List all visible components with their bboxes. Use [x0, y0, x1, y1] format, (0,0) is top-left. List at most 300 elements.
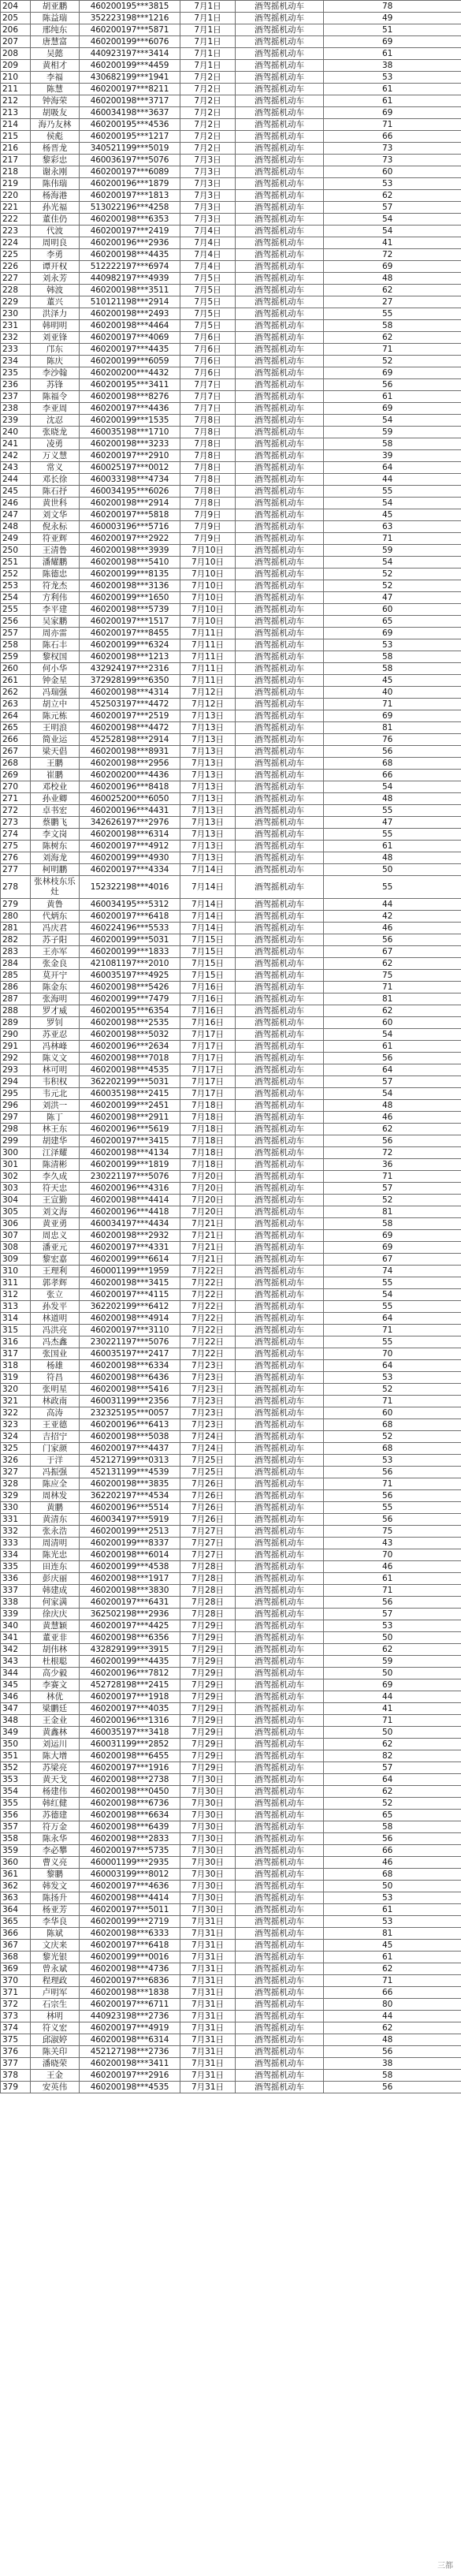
person-name: 刘洪一: [31, 1100, 80, 1112]
score-value: 70: [324, 1348, 461, 1360]
id-number: 460200198***2956: [80, 758, 180, 770]
person-name: 杜根聪: [31, 1656, 80, 1668]
score-value: 55: [324, 1502, 461, 1514]
score-value: 81: [324, 1206, 461, 1218]
person-name: 安英伟: [31, 2082, 80, 2093]
record-date: 7月23日: [180, 1384, 236, 1396]
violation-type: 酒驾摇机动车: [236, 48, 324, 60]
table-row: [1, 1100, 461, 1112]
record-date: 7月27日: [180, 1526, 236, 1538]
person-name: 符万金: [31, 1821, 80, 1833]
table-row: [1, 521, 461, 533]
row-number: 243: [1, 462, 31, 474]
table-row: [1, 509, 461, 521]
row-number: 242: [1, 450, 31, 462]
person-name: 陈斌: [31, 1928, 80, 1940]
score-value: 47: [324, 592, 461, 604]
record-date: 7月5日: [180, 320, 236, 332]
violation-type: 酒驾摇机动车: [236, 1904, 324, 1916]
score-value: 71: [324, 344, 461, 356]
score-value: 58: [324, 320, 461, 332]
id-number: 460200196***1879: [80, 178, 180, 190]
table-row: [1, 1360, 461, 1372]
record-date: 7月15日: [180, 958, 236, 970]
score-value: 58: [324, 2070, 461, 2082]
row-number: 245: [1, 486, 31, 498]
record-date: 7月13日: [180, 829, 236, 841]
table-row: [1, 438, 461, 450]
violation-type: 酒驾摇机动车: [236, 1467, 324, 1478]
id-number: 460200198***6439: [80, 1821, 180, 1833]
row-number: 206: [1, 24, 31, 36]
table-row: [1, 1656, 461, 1668]
score-value: 41: [324, 1703, 461, 1715]
record-date: 7月23日: [180, 1360, 236, 1372]
table-row: [1, 237, 461, 249]
person-name: 吴懿: [31, 48, 80, 60]
score-value: 55: [324, 829, 461, 841]
table-row: [1, 604, 461, 616]
id-number: 460200198***6356: [80, 1632, 180, 1644]
id-number: 460036197***5076: [80, 155, 180, 166]
record-date: 7月21日: [180, 1218, 236, 1230]
score-value: 68: [324, 1419, 461, 1431]
score-value: 52: [324, 580, 461, 592]
score-value: 52: [324, 569, 461, 580]
person-name: 韩红健: [31, 1798, 80, 1810]
id-number: 460200195***4536: [80, 119, 180, 131]
record-date: 7月30日: [180, 1845, 236, 1857]
id-number: 460200199***2513: [80, 1526, 180, 1538]
id-number: 460200196***4316: [80, 1183, 180, 1195]
record-date: 7月2日: [180, 143, 236, 155]
violation-type: 酒驾摇机动车: [236, 1372, 324, 1384]
violation-type: 酒驾摇机动车: [236, 273, 324, 285]
score-value: 44: [324, 1691, 461, 1703]
row-number: 372: [1, 1999, 31, 2011]
person-name: 杨海港: [31, 190, 80, 202]
row-number: 349: [1, 1727, 31, 1739]
record-date: 7月31日: [180, 2082, 236, 2093]
table-row: [1, 1609, 461, 1620]
score-value: 57: [324, 202, 461, 214]
row-number: 229: [1, 296, 31, 308]
id-number: 460200199***8337: [80, 1538, 180, 1549]
row-number: 305: [1, 1206, 31, 1218]
id-number: 460200198***8931: [80, 746, 180, 758]
person-name: 李必攀: [31, 1845, 80, 1857]
row-number: 323: [1, 1419, 31, 1431]
row-number: 306: [1, 1218, 31, 1230]
table-row: [1, 993, 461, 1005]
person-name: 张海明: [31, 993, 80, 1005]
person-name: 王亚德: [31, 1419, 80, 1431]
row-number: 338: [1, 1597, 31, 1609]
row-number: 267: [1, 746, 31, 758]
record-date: 7月25日: [180, 1455, 236, 1467]
table-row: [1, 1206, 461, 1218]
table-row: [1, 107, 461, 119]
record-date: 7月13日: [180, 852, 236, 864]
record-date: 7月21日: [180, 1254, 236, 1266]
person-name: 刘亚锋: [31, 332, 80, 344]
row-number: 241: [1, 438, 31, 450]
record-date: 7月13日: [180, 758, 236, 770]
row-number: 343: [1, 1656, 31, 1668]
row-number: 359: [1, 1845, 31, 1857]
record-date: 7月8日: [180, 462, 236, 474]
score-value: 52: [324, 356, 461, 367]
record-date: 7月13日: [180, 781, 236, 793]
score-value: 71: [324, 533, 461, 545]
score-value: 65: [324, 616, 461, 628]
violation-type: 酒驾摇机动车: [236, 1407, 324, 1419]
person-name: 韦积权: [31, 1076, 80, 1088]
person-name: 董佳仍: [31, 214, 80, 226]
id-number: 460200198***4314: [80, 687, 180, 699]
row-number: 367: [1, 1940, 31, 1952]
table-row: [1, 1218, 461, 1230]
person-name: 胡立中: [31, 699, 80, 710]
violation-type: 酒驾摇机动车: [236, 95, 324, 107]
table-row: [1, 569, 461, 580]
score-value: 41: [324, 237, 461, 249]
score-value: 56: [324, 1490, 461, 1502]
row-number: 336: [1, 1573, 31, 1585]
violation-type: 酒驾摇机动车: [236, 2011, 324, 2022]
score-value: 61: [324, 48, 461, 60]
id-number: 460200197***6836: [80, 1975, 180, 1987]
id-number: 452528198***2914: [80, 734, 180, 746]
person-name: 黄清东: [31, 1514, 80, 1526]
row-number: 269: [1, 770, 31, 781]
id-number: 460200198***6014: [80, 1549, 180, 1561]
person-name: 徐庆庆: [31, 1609, 80, 1620]
score-value: 71: [324, 1585, 461, 1597]
person-name: 刘海龙: [31, 852, 80, 864]
row-number: 210: [1, 72, 31, 84]
score-value: 55: [324, 486, 461, 498]
row-number: 341: [1, 1632, 31, 1644]
violation-type: 酒驾摇机动车: [236, 628, 324, 639]
record-date: 7月1日: [180, 48, 236, 60]
person-name: 李勇: [31, 249, 80, 261]
record-date: 7月31日: [180, 1952, 236, 1963]
id-number: 460200197***2916: [80, 2070, 180, 2082]
score-value: 69: [324, 107, 461, 119]
id-number: 460200198***4435: [80, 249, 180, 261]
violation-type: 酒驾摇机动车: [236, 746, 324, 758]
id-number: 460200198***6314: [80, 829, 180, 841]
violation-type: 酒驾摇机动车: [236, 1644, 324, 1656]
record-date: 7月20日: [180, 1206, 236, 1218]
row-number: 236: [1, 379, 31, 391]
record-date: 7月11日: [180, 628, 236, 639]
score-value: 60: [324, 604, 461, 616]
score-value: 50: [324, 1668, 461, 1679]
score-value: 56: [324, 1467, 461, 1478]
record-date: 7月10日: [180, 569, 236, 580]
score-value: 61: [324, 1041, 461, 1053]
violation-type: 酒驾摇机动车: [236, 934, 324, 946]
score-value: 45: [324, 675, 461, 687]
violation-type: 酒驾摇机动车: [236, 722, 324, 734]
record-date: 7月13日: [180, 793, 236, 805]
table-row: [1, 1597, 461, 1609]
record-date: 7月3日: [180, 166, 236, 178]
id-number: 460200195***3815: [80, 1, 180, 13]
row-number: 326: [1, 1455, 31, 1467]
id-number: 460200198***7018: [80, 1053, 180, 1064]
table-row: [1, 1845, 461, 1857]
person-name: 张明星: [31, 1384, 80, 1396]
table-row: [1, 1419, 461, 1431]
person-name: 苏亚忍: [31, 1029, 80, 1041]
row-number: 285: [1, 970, 31, 982]
violation-type: 酒驾摇机动车: [236, 1975, 324, 1987]
score-value: 57: [324, 1183, 461, 1195]
row-number: 240: [1, 427, 31, 438]
table-row: [1, 758, 461, 770]
id-number: 460200197***5735: [80, 1845, 180, 1857]
person-name: 符昌: [31, 1372, 80, 1384]
record-date: 7月17日: [180, 1088, 236, 1100]
table-row: [1, 1561, 461, 1573]
table-row: [1, 1064, 461, 1076]
record-date: 7月13日: [180, 746, 236, 758]
table-row: [1, 1999, 461, 2011]
table-body: [1, 1, 461, 2093]
id-number: 152322198***4016: [80, 876, 180, 899]
table-row: [1, 1892, 461, 1904]
id-number: 460200197***6711: [80, 1999, 180, 2011]
record-date: 7月21日: [180, 1230, 236, 1242]
record-date: 7月28日: [180, 1597, 236, 1609]
row-number: 204: [1, 1, 31, 13]
violation-type: 酒驾摇机动车: [236, 107, 324, 119]
id-number: 460200198***3233: [80, 438, 180, 450]
score-value: 69: [324, 36, 461, 48]
row-number: 299: [1, 1135, 31, 1147]
person-name: 方利伟: [31, 592, 80, 604]
id-number: 460200198***5426: [80, 982, 180, 993]
score-value: 51: [324, 24, 461, 36]
id-number: 460200198***4535: [80, 1064, 180, 1076]
score-value: 53: [324, 1916, 461, 1928]
row-number: 282: [1, 934, 31, 946]
table-row: [1, 1963, 461, 1975]
violation-type: 酒驾摇机动车: [236, 1431, 324, 1443]
violation-type: 酒驾摇机动车: [236, 1727, 324, 1739]
table-row: [1, 178, 461, 190]
violation-type: 酒驾摇机动车: [236, 249, 324, 261]
record-date: 7月29日: [180, 1679, 236, 1691]
person-name: 黎彩忠: [31, 155, 80, 166]
table-row: [1, 1431, 461, 1443]
person-name: 冯瑞强: [31, 687, 80, 699]
table-row: [1, 1786, 461, 1798]
table-row: [1, 1183, 461, 1195]
id-number: 460200198***1917: [80, 1573, 180, 1585]
table-row: [1, 1384, 461, 1396]
table-row: [1, 1940, 461, 1952]
table-row: [1, 1739, 461, 1750]
id-number: 460200199***1650: [80, 592, 180, 604]
score-value: 80: [324, 1999, 461, 2011]
table-row: [1, 592, 461, 604]
violation-type: 酒驾摇机动车: [236, 1762, 324, 1774]
violation-type: 酒驾摇机动车: [236, 1490, 324, 1502]
person-name: 罗才威: [31, 1005, 80, 1017]
table-row: [1, 982, 461, 993]
record-date: 7月30日: [180, 1774, 236, 1786]
person-name: 凌勇: [31, 438, 80, 450]
score-value: 57: [324, 1609, 461, 1620]
row-number: 223: [1, 226, 31, 237]
id-number: 460200197***5818: [80, 509, 180, 521]
row-number: 377: [1, 2058, 31, 2070]
person-name: 钟金星: [31, 675, 80, 687]
row-number: 239: [1, 415, 31, 427]
id-number: 460200196***5619: [80, 1124, 180, 1135]
score-value: 58: [324, 663, 461, 675]
id-number: 460200199***4459: [80, 60, 180, 72]
row-number: 378: [1, 2070, 31, 2082]
person-name: 王鹏: [31, 758, 80, 770]
violation-type: 酒驾摇机动车: [236, 1963, 324, 1975]
score-value: 52: [324, 1384, 461, 1396]
record-date: 7月20日: [180, 1195, 236, 1206]
record-date: 7月10日: [180, 557, 236, 569]
violation-type: 酒驾摇机动车: [236, 1171, 324, 1183]
record-date: 7月6日: [180, 367, 236, 379]
id-number: 460200198***3415: [80, 1277, 180, 1289]
violation-type: 酒驾摇机动车: [236, 1526, 324, 1538]
record-date: 7月6日: [180, 344, 236, 356]
violation-type: 酒驾摇机动车: [236, 237, 324, 249]
record-date: 7月29日: [180, 1632, 236, 1644]
score-value: 69: [324, 1230, 461, 1242]
person-name: 潘亚元: [31, 1242, 80, 1254]
row-number: 227: [1, 273, 31, 285]
record-date: 7月26日: [180, 1514, 236, 1526]
id-number: 460200197***2922: [80, 533, 180, 545]
violation-type: 酒驾摇机动车: [236, 1478, 324, 1490]
score-value: 56: [324, 1135, 461, 1147]
violation-type: 酒驾摇机动车: [236, 1005, 324, 1017]
row-number: 234: [1, 356, 31, 367]
score-value: 56: [324, 1833, 461, 1845]
violation-type: 酒驾摇机动车: [236, 2034, 324, 2046]
violation-type: 酒驾摇机动车: [236, 1514, 324, 1526]
id-number: 460200198***2833: [80, 1833, 180, 1845]
score-value: 56: [324, 934, 461, 946]
row-number: 319: [1, 1372, 31, 1384]
row-number: 248: [1, 521, 31, 533]
score-value: 81: [324, 722, 461, 734]
record-date: 7月15日: [180, 934, 236, 946]
id-number: 460200197***4331: [80, 1242, 180, 1254]
violation-type: 酒驾摇机动车: [236, 793, 324, 805]
table-row: [1, 1975, 461, 1987]
score-value: 54: [324, 498, 461, 509]
record-date: 7月28日: [180, 1573, 236, 1585]
row-number: 329: [1, 1490, 31, 1502]
score-value: 68: [324, 1869, 461, 1881]
score-value: 61: [324, 391, 461, 403]
record-date: 7月28日: [180, 1585, 236, 1597]
person-name: 江泽耀: [31, 1147, 80, 1159]
violation-type: 酒驾摇机动车: [236, 734, 324, 746]
score-value: 60: [324, 166, 461, 178]
record-date: 7月1日: [180, 60, 236, 72]
person-name: 陈光忠: [31, 1549, 80, 1561]
id-number: 460200198***4472: [80, 722, 180, 734]
person-name: 邢纯东: [31, 24, 80, 36]
violation-type: 酒驾摇机动车: [236, 675, 324, 687]
id-number: 460200198***2932: [80, 1230, 180, 1242]
row-number: 357: [1, 1821, 31, 1833]
person-name: 陈树东: [31, 841, 80, 852]
id-number: 460200199***1833: [80, 946, 180, 958]
record-date: 7月3日: [180, 190, 236, 202]
id-number: 362202199***5031: [80, 1076, 180, 1088]
score-value: 55: [324, 1336, 461, 1348]
table-row: [1, 1325, 461, 1336]
person-name: 李沙翰: [31, 367, 80, 379]
table-row: [1, 722, 461, 734]
table-row: [1, 1750, 461, 1762]
row-number: 216: [1, 143, 31, 155]
violation-type: 酒驾摇机动车: [236, 498, 324, 509]
record-date: 7月4日: [180, 226, 236, 237]
violation-type: 酒驾摇机动车: [236, 24, 324, 36]
person-name: 王金业: [31, 1715, 80, 1727]
score-value: 61: [324, 95, 461, 107]
id-number: 460200198***3939: [80, 545, 180, 557]
violation-type: 酒驾摇机动车: [236, 1396, 324, 1407]
table-row: [1, 1, 461, 13]
record-date: 7月26日: [180, 1490, 236, 1502]
score-value: 50: [324, 1632, 461, 1644]
person-name: 李平建: [31, 604, 80, 616]
table-row: [1, 1336, 461, 1348]
person-name: 陈永华: [31, 1833, 80, 1845]
violation-type: 酒驾摇机动车: [236, 1254, 324, 1266]
table-row: [1, 1005, 461, 1017]
violation-type: 酒驾摇机动车: [236, 557, 324, 569]
person-name: 邱淑婷: [31, 2034, 80, 2046]
table-row: [1, 1821, 461, 1833]
record-date: 7月31日: [180, 2034, 236, 2046]
violation-type: 酒驾摇机动车: [236, 1869, 324, 1881]
violation-type: 酒驾摇机动车: [236, 285, 324, 296]
row-number: 249: [1, 533, 31, 545]
record-date: 7月29日: [180, 1739, 236, 1750]
violation-type: 酒驾摇机动车: [236, 131, 324, 143]
record-date: 7月30日: [180, 1833, 236, 1845]
record-date: 7月29日: [180, 1715, 236, 1727]
person-name: 陈元栋: [31, 710, 80, 722]
row-number: 205: [1, 13, 31, 24]
record-date: 7月22日: [180, 1277, 236, 1289]
record-date: 7月22日: [180, 1301, 236, 1313]
person-name: 李华良: [31, 1916, 80, 1928]
record-date: 7月31日: [180, 2046, 236, 2058]
score-value: 64: [324, 1313, 461, 1325]
score-value: 36: [324, 1159, 461, 1171]
table-row: [1, 580, 461, 592]
